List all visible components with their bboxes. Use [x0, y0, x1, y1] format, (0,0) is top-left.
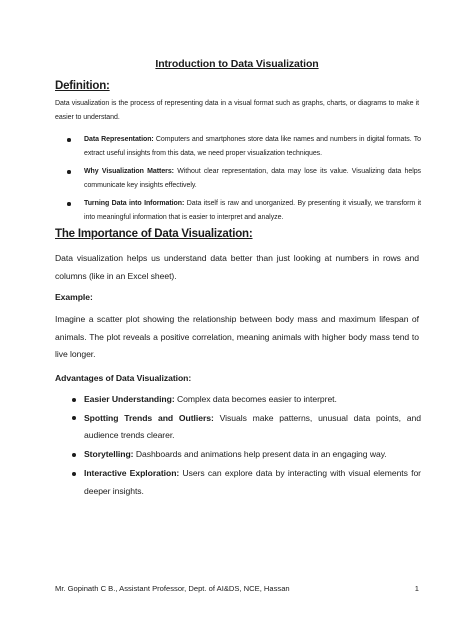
example-label: Example: [55, 292, 93, 302]
bullet-term: Turning Data into Information: [84, 200, 185, 208]
list-item [55, 197, 421, 224]
bullet-icon [72, 398, 76, 402]
definition-heading: Definition: [55, 80, 110, 92]
document-title: Introduction to Data Visualization [155, 58, 319, 70]
list-item [55, 446, 421, 463]
definition-bullet-list [55, 133, 421, 225]
list-item [55, 391, 421, 408]
list-item [55, 165, 421, 192]
bullet-term: Data Representation: [84, 136, 154, 143]
bullet-text: Computers and smartphones store data like names and numbers in digital formats. To extract useful insights from this data, we need proper visualization techniques. [84, 136, 421, 157]
bullet-text: Without clear representation, data may lose its value. Visualizing data helps communicate key insights effectively. [84, 168, 421, 189]
bullet-icon [72, 453, 76, 457]
bullet-term: Why Visualization Matters: [84, 168, 174, 176]
advantages-list [55, 391, 421, 500]
bullet-text: Users can explore data by interacting with visual elements for deeper insights. [84, 468, 421, 496]
bullet-icon [67, 202, 71, 206]
list-item [55, 465, 421, 500]
bullet-icon [67, 170, 71, 174]
bullet-term: Storytelling: [84, 449, 134, 460]
definition-text: Data visualization is the process of representing data in a visual format such as graphs, charts, or diagrams to make it easier to understand. [55, 100, 419, 121]
bullet-text: Complex data becomes easier to interpret. [174, 394, 337, 404]
footer-author: Mr. Gopinath C B., Assistant Professor, Dept. of AI&DS, NCE, Hassan [55, 584, 290, 593]
bullet-term: Easier Understanding: [84, 394, 175, 404]
advantages-label: Advantages of Data Visualization: [55, 373, 192, 383]
bullet-term: Spotting Trends and Outliers: [84, 412, 214, 423]
bullet-icon [72, 472, 76, 476]
bullet-text: Data itself is raw and unorganized. By presenting it visually, we transform it into meaningful information that is easier to interpret and analyze. [84, 200, 421, 221]
importance-heading: The Importance of Data Visualization: [55, 228, 253, 240]
bullet-text: Visuals make patterns, unusual data points, and audience trends clearer. [84, 412, 421, 441]
example-text: Imagine a scatter plot showing the relationship between body mass and maximum lifespan of animals. The plot reveals a positive correlation, meaning animals with higher body mass tend to live longer. [55, 314, 419, 360]
list-item [55, 133, 421, 160]
importance-text: Data visualization helps us understand data better than just looking at numbers in rows and columns (like in an Excel sheet). [55, 253, 419, 281]
bullet-text: Dashboards and animations help present data in an engaging way. [133, 449, 387, 460]
bullet-icon [72, 416, 76, 420]
page-number: 1 [414, 584, 419, 593]
page-footer [55, 584, 419, 593]
bullet-icon [67, 138, 71, 142]
list-item [55, 410, 421, 445]
bullet-term: Interactive Exploration: [84, 468, 180, 479]
